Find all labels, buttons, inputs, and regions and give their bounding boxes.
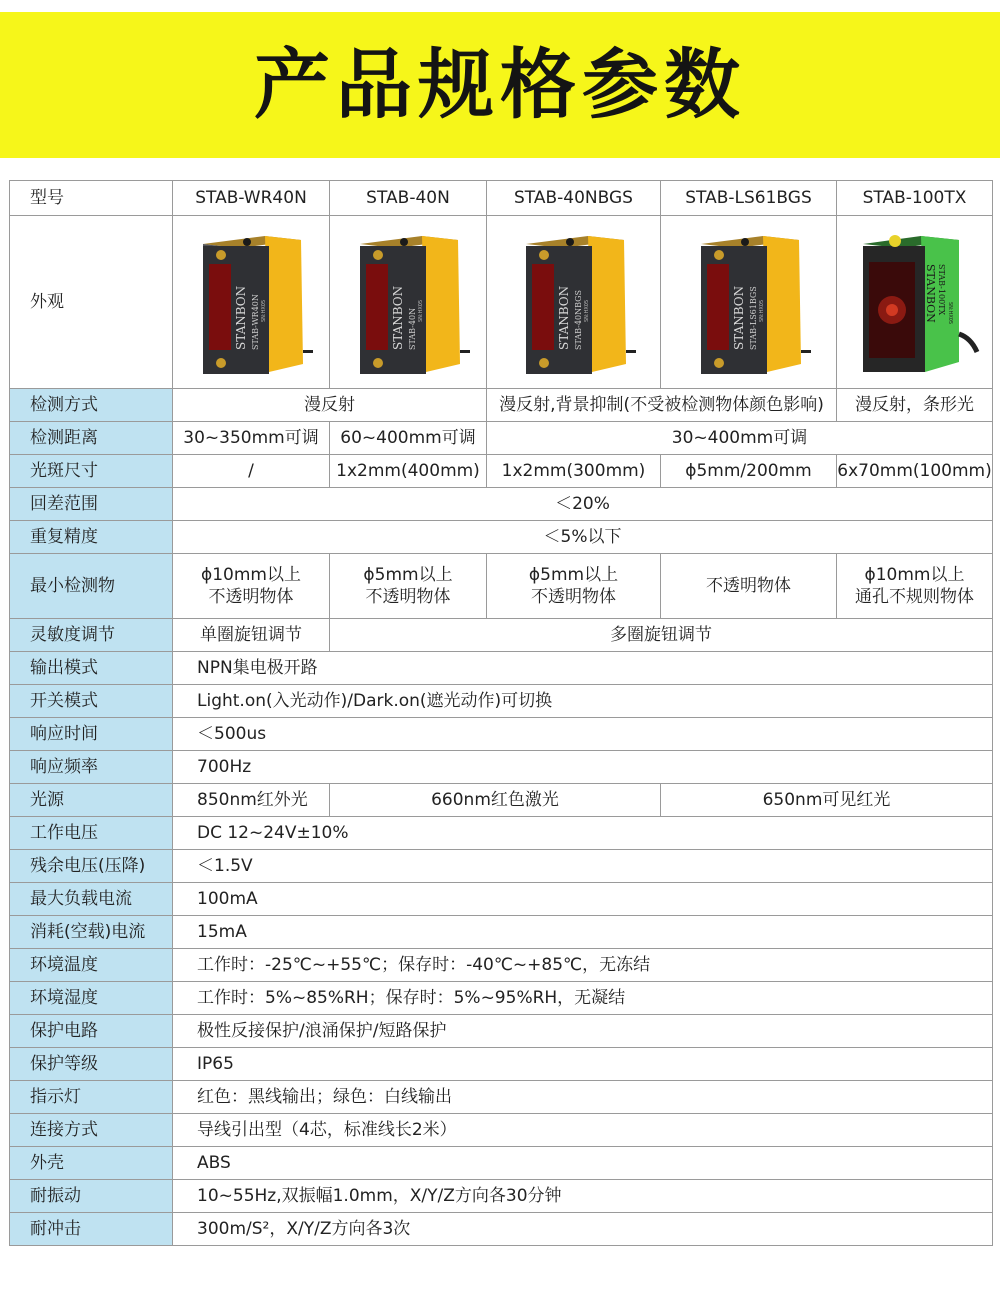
value-line: ϕ10mm以上 [201, 565, 301, 585]
model-print: STAB-WR40N [251, 294, 260, 350]
spec-label: 消耗(空载)电流 [10, 916, 173, 949]
product-image-cell [837, 216, 993, 389]
spec-value: 15mA [173, 916, 993, 949]
spec-label: 灵敏度调节 [10, 619, 173, 652]
spec-value: 700Hz [173, 751, 993, 784]
sensor-image [845, 222, 985, 382]
spec-row [10, 554, 993, 619]
spec-label: 保护等级 [10, 1048, 173, 1081]
spec-label: 连接方式 [10, 1114, 173, 1147]
model-print: STAB-100TX [936, 264, 946, 316]
value-line: ϕ10mm以上 [864, 565, 965, 585]
spec-label: 回差范围 [10, 488, 173, 521]
spec-value: 60~400mm可调 [330, 422, 487, 455]
spec-label: 耐冲击 [10, 1213, 173, 1246]
spec-value: 工作时：5%~85%RH；保存时：5%~95%RH，无凝结 [173, 982, 993, 1015]
spec-row [10, 619, 993, 652]
value-line: 不透明物体 [208, 587, 294, 607]
model-cell: STAB-WR40N [173, 181, 330, 216]
spec-row [10, 916, 993, 949]
spec-row [10, 751, 993, 784]
spec-value: 不透明物体 [661, 554, 837, 619]
spec-value: 漫反射,背景抑制(不受被检测物体颜色影响) [487, 389, 837, 422]
spec-label: 响应时间 [10, 718, 173, 751]
spec-value: ＜20% [173, 488, 993, 521]
brand-text: STANBON [923, 264, 937, 323]
spec-row [10, 1147, 993, 1180]
model-print: STAB-40N [408, 307, 417, 350]
spec-row [10, 488, 993, 521]
spec-value [330, 554, 487, 619]
spec-label: 残余电压(压降) [10, 850, 173, 883]
spec-value: 660nm红色激光 [330, 784, 661, 817]
spec-row [10, 455, 993, 488]
spec-value: ＜1.5V [173, 850, 993, 883]
spec-value: 10~55Hz,双振幅1.0mm，X/Y/Z方向各30分钟 [173, 1180, 993, 1213]
brand-text: STANBON [556, 285, 571, 350]
model-cell: STAB-40N [330, 181, 487, 216]
spec-row [10, 1048, 993, 1081]
spec-value: IP65 [173, 1048, 993, 1081]
spec-value: ＜500us [173, 718, 993, 751]
spec-value: NPN集电极开路 [173, 652, 993, 685]
spec-label: 检测距离 [10, 422, 173, 455]
spec-label: 保护电路 [10, 1015, 173, 1048]
appearance-row [10, 216, 993, 389]
spec-label: 开关模式 [10, 685, 173, 718]
spec-row [10, 850, 993, 883]
sn-text: SN:HX05 [418, 299, 424, 322]
value-line: 不透明物体 [531, 587, 616, 607]
spec-value: 极性反接保护/浪涌保护/短路保护 [173, 1015, 993, 1048]
spec-row [10, 1180, 993, 1213]
sensor-image [504, 222, 644, 382]
spec-value [173, 554, 330, 619]
model-cell: STAB-LS61BGS [661, 181, 837, 216]
model-row [10, 181, 993, 216]
spec-row [10, 982, 993, 1015]
spec-value: 30~400mm可调 [487, 422, 993, 455]
spec-label: 响应频率 [10, 751, 173, 784]
spec-value: 850nm红外光 [173, 784, 330, 817]
model-cell: STAB-100TX [837, 181, 993, 216]
spec-row [10, 1081, 993, 1114]
spec-row [10, 521, 993, 554]
spec-value: ＜5%以下 [173, 521, 993, 554]
spec-table [9, 180, 993, 1246]
spec-value: 100mA [173, 883, 993, 916]
spec-value [837, 554, 993, 619]
value-line: 通孔不规则物体 [855, 587, 974, 607]
title-banner [0, 12, 1000, 158]
spec-row [10, 389, 993, 422]
spec-value: / [173, 455, 330, 488]
spec-value [487, 554, 661, 619]
spec-value: 导线引出型（4芯，标准线长2米） [173, 1114, 993, 1147]
product-image-cell [661, 216, 837, 389]
product-image-cell [330, 216, 487, 389]
appearance-label: 外观 [10, 216, 173, 389]
spec-value: 30~350mm可调 [173, 422, 330, 455]
spec-value: ϕ5mm/200mm [661, 455, 837, 488]
spec-label: 工作电压 [10, 817, 173, 850]
spec-value: ABS [173, 1147, 993, 1180]
spec-row [10, 422, 993, 455]
product-image-cell [173, 216, 330, 389]
model-print: STAB-LS61BGS [748, 286, 758, 350]
model-print: STAB-40NBGS [573, 290, 583, 350]
sensor-image [181, 222, 321, 382]
spec-value: DC 12~24V±10% [173, 817, 993, 850]
spec-row [10, 1015, 993, 1048]
spec-row [10, 1114, 993, 1147]
value-line: ϕ5mm以上 [528, 565, 619, 585]
spec-value: 单圈旋钮调节 [173, 619, 330, 652]
value-line: ϕ5mm以上 [363, 565, 453, 585]
spec-value: 漫反射 [173, 389, 487, 422]
spec-row [10, 949, 993, 982]
spec-label: 指示灯 [10, 1081, 173, 1114]
spec-value: 红色：黑线输出；绿色：白线输出 [173, 1081, 993, 1114]
spec-value: 1x2mm(400mm) [330, 455, 487, 488]
spec-label: 最小检测物 [10, 554, 173, 619]
spec-value: 多圈旋钮调节 [330, 619, 993, 652]
brand-text: STANBON [391, 285, 405, 350]
spec-label: 耐振动 [10, 1180, 173, 1213]
sn-text: SN:HX05 [946, 302, 953, 325]
spec-value: 6x70mm(100mm) [837, 455, 993, 488]
brand-text: STANBON [234, 285, 248, 350]
spec-value: 300m/S²，X/Y/Z方向各3次 [173, 1213, 993, 1246]
spec-label: 光斑尺寸 [10, 455, 173, 488]
page-title: 产品规格参数 [254, 40, 746, 129]
spec-row [10, 1213, 993, 1246]
spec-row [10, 652, 993, 685]
spec-label: 环境湿度 [10, 982, 173, 1015]
spec-value: 1x2mm(300mm) [487, 455, 661, 488]
spec-label: 最大负载电流 [10, 883, 173, 916]
spec-label: 重复精度 [10, 521, 173, 554]
brand-text: STANBON [731, 285, 746, 350]
spec-value: 650nm可见红光 [661, 784, 993, 817]
spec-row [10, 784, 993, 817]
value-line: 不透明物体 [365, 587, 451, 607]
spec-row [10, 718, 993, 751]
model-cell: STAB-40NBGS [487, 181, 661, 216]
sensor-image [338, 222, 478, 382]
spec-label: 环境温度 [10, 949, 173, 982]
spec-label: 检测方式 [10, 389, 173, 422]
sn-text: SN:HX05 [583, 299, 590, 322]
spec-row [10, 883, 993, 916]
spec-value: 漫反射，条形光 [837, 389, 993, 422]
spec-label: 光源 [10, 784, 173, 817]
spec-row [10, 685, 993, 718]
sensor-image [679, 222, 819, 382]
spec-value: 工作时：-25℃~+55℃；保存时：-40℃~+85℃，无冻结 [173, 949, 993, 982]
spec-label: 外壳 [10, 1147, 173, 1180]
spec-label: 输出模式 [10, 652, 173, 685]
spec-row [10, 817, 993, 850]
sn-text: SN:HX05 [758, 299, 765, 322]
model-label: 型号 [10, 181, 173, 216]
spec-value: Light.on(入光动作)/Dark.on(遮光动作)可切换 [173, 685, 993, 718]
product-image-cell [487, 216, 661, 389]
sn-text: SN:HX05 [261, 299, 267, 322]
